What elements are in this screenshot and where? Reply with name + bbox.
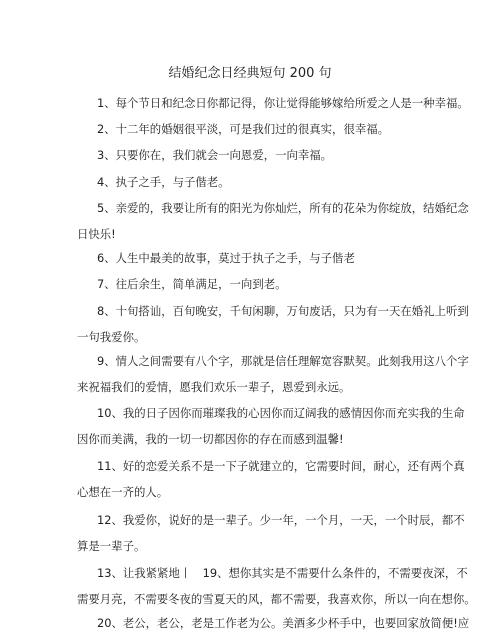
list-item (77, 169, 437, 195)
list-item-line: 8、十旬搭讪，百旬晚安，千旬闲聊，万旬废话，只为有一天在婚礼上听到 (97, 304, 469, 318)
list-item-line: 20、老公，老公，老是工作老为公。美酒多少杯手中，也要回家放简便!应 (97, 616, 470, 630)
list-item (77, 116, 437, 142)
list-item (77, 195, 469, 247)
list-item-line: 来祝福我们的爱情，愿我们欢乐一辈子，恩爱到永远。 (77, 380, 351, 394)
list-item-line: 日快乐! (77, 227, 116, 241)
list-item-line: 1、每个节日和纪念日你都记得，你让觉得能够嫁给所爱之人是一种幸福。 (97, 96, 469, 110)
list-item (77, 610, 470, 636)
list-item-line: 需要月亮，不需要冬夜的雪夏天的风，都不需要，我喜欢你，所以一向在想你。 (77, 592, 476, 606)
list-item-line: 4、执子之手，与子偕老。 (97, 175, 230, 189)
list-item (77, 271, 437, 297)
list-item-line: 13、让我紧紧地丨 19、想你其实是不需要什么条件的，不需要夜深，不 (97, 566, 468, 580)
list-item (77, 507, 465, 559)
list-item (77, 90, 469, 116)
list-item (77, 298, 469, 350)
document-title: 结婚纪念日经典短句 200 句 (168, 66, 332, 81)
list-item-line: 5、亲爱的，我要让所有的阳光为你灿烂，所有的花朵为你绽放，结婚纪念 (97, 201, 469, 215)
list-item-line: 11、好的恋爱关系不是一下子就建立的，它需要时间，耐心，还有两个真 (97, 459, 465, 473)
list-item (77, 453, 465, 505)
list-item (77, 400, 465, 452)
list-item (77, 142, 437, 168)
list-item (77, 348, 469, 400)
list-item-line: 2、十二年的婚姻很平淡，可是我们过的很真实，很幸福。 (97, 122, 390, 136)
list-item-line: 7、往后余生，简单满足，一向到老。 (97, 277, 287, 291)
list-item-line: 9、情人之间需要有八个字，那就是信任理解宽容默契。此刻我用这八个字 (97, 354, 469, 368)
list-item-line: 算是一辈子。 (77, 539, 146, 553)
list-item-line: 6、人生中最美的故事，莫过于执子之手，与子偕老 (97, 251, 355, 265)
list-item-line: 12、我爱你，说好的是一辈子。少一年，一个月，一天，一个时辰，都不 (97, 513, 465, 527)
list-item-line: 一句我爱你。 (77, 330, 146, 344)
list-item-line: 10、我的日子因你而璀璨我的心因你而辽阔我的感情因你而充实我的生命 (97, 406, 465, 420)
list-item-line: 因你而美满，我的一切一切都因你的存在而感到温馨! (77, 432, 344, 446)
list-item (77, 245, 437, 271)
list-item-line: 3、只要你在，我们就会一向恩爱，一向幸福。 (97, 148, 333, 162)
list-item-line: 心想在一齐的人。 (77, 485, 169, 499)
list-item (77, 560, 476, 612)
